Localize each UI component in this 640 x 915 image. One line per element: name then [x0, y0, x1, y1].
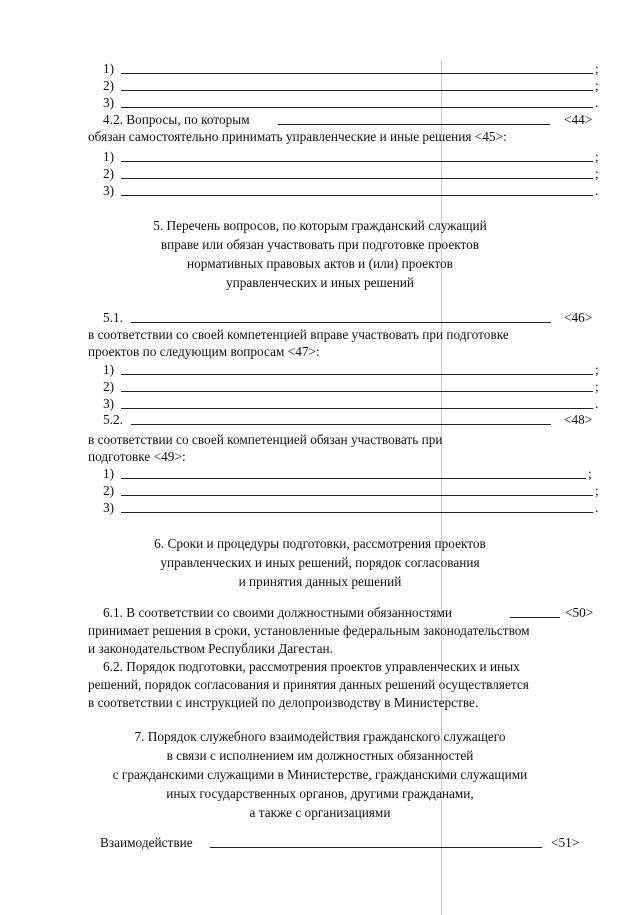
item-4-2-continuation: обязан самостоятельно принимать управленческие и иные решения <45>:: [88, 129, 507, 144]
item-5-2-label: 5.2.: [103, 412, 123, 427]
list-end-mark: ;: [595, 362, 599, 377]
list-number: 3): [103, 183, 115, 198]
fill-blank[interactable]: [121, 95, 593, 108]
item-5-2-continuation: в соответствии со своей компетенцией обязан участвовать при: [88, 432, 443, 447]
footnote-ref: <51>: [551, 835, 580, 850]
fill-blank[interactable]: [121, 500, 593, 513]
section-7-heading-line: иных государственных органов, другими гражданами,: [166, 786, 474, 801]
list-number: 1): [103, 466, 115, 481]
fill-blank[interactable]: [121, 362, 593, 375]
list-number: 2): [103, 483, 115, 498]
list-end-mark: ;: [595, 166, 599, 181]
list-number: 2): [103, 166, 115, 181]
fill-blank[interactable]: [210, 835, 542, 848]
fill-blank[interactable]: [131, 310, 551, 323]
section-5-heading-line: 5. Перечень вопросов, по которым гражданский служащий: [153, 218, 487, 233]
list-number: 1): [103, 61, 115, 76]
list-number: 1): [103, 149, 115, 164]
item-6-1-line: принимает решения в сроки, установленные федеральным законодательством: [88, 623, 530, 638]
interaction-label: Взаимодействие: [100, 835, 193, 850]
section-5-heading-line: вправе или обязан участвовать при подготовке проектов: [160, 237, 480, 252]
fill-blank[interactable]: [131, 412, 551, 425]
fill-blank[interactable]: [278, 112, 550, 125]
item-6-2-line: решений, порядок согласования и принятия данных решений осуществляется: [88, 677, 529, 692]
section-6-heading-line: 6. Сроки и процедуры подготовки, рассмотрения проектов: [154, 536, 486, 551]
fill-blank[interactable]: [121, 149, 593, 162]
list-end-mark: .: [595, 396, 599, 411]
list-end-mark: .: [595, 183, 599, 198]
footnote-ref: <50>: [565, 605, 594, 620]
list-number: 2): [103, 379, 115, 394]
item-6-2-line: в соответствии с инструкцией по делопроизводству в Министерстве.: [88, 695, 479, 710]
list-number: 3): [103, 396, 115, 411]
list-end-mark: ;: [588, 466, 592, 481]
list-end-mark: .: [595, 500, 599, 515]
list-end-mark: ;: [595, 483, 599, 498]
section-7-heading-line: в связи с исполнением им должностных обязанностей: [166, 748, 474, 763]
list-end-mark: ;: [595, 149, 599, 164]
item-4-2-label: 4.2. Вопросы, по которым: [103, 112, 250, 127]
list-end-mark: .: [595, 95, 599, 110]
section-6-heading-line: управленческих и иных решений, порядок согласования: [160, 555, 480, 570]
footnote-ref: <48>: [564, 412, 593, 427]
list-end-mark: ;: [595, 78, 599, 93]
section-5-heading-line: нормативных правовых актов и (или) проектов: [187, 256, 453, 271]
fill-blank[interactable]: [121, 78, 593, 91]
item-6-1-line: и законодательством Республики Дагестан.: [88, 641, 333, 656]
item-5-1-continuation: в соответствии со своей компетенцией вправе участвовать при подготовке: [88, 327, 509, 342]
section-7-heading-line: с гражданскими служащими в Министерстве, гражданскими служащими: [112, 767, 528, 782]
footnote-ref: <44>: [564, 112, 593, 127]
fill-blank[interactable]: [121, 396, 593, 409]
item-5-1-label: 5.1.: [103, 310, 123, 325]
fill-blank[interactable]: [121, 379, 593, 392]
section-5-heading-line: управленческих и иных решений: [225, 275, 415, 290]
item-5-2-continuation: подготовке <49>:: [88, 449, 186, 464]
list-end-mark: ;: [595, 61, 599, 76]
item-6-2-line: 6.2. Порядок подготовки, рассмотрения проектов управленческих и иных: [103, 659, 520, 674]
fill-blank[interactable]: [121, 166, 593, 179]
fill-blank[interactable]: [510, 605, 560, 618]
section-6-heading-line: и принятия данных решений: [238, 574, 402, 589]
fill-blank[interactable]: [121, 183, 593, 196]
section-7-heading-line: а также с организациями: [249, 805, 391, 820]
list-number: 3): [103, 95, 115, 110]
list-number: 1): [103, 362, 115, 377]
fill-blank[interactable]: [121, 466, 586, 479]
fill-blank[interactable]: [121, 483, 593, 496]
list-end-mark: ;: [595, 379, 599, 394]
list-number: 3): [103, 500, 115, 515]
list-number: 2): [103, 78, 115, 93]
fill-blank[interactable]: [121, 61, 593, 74]
item-6-1-line: 6.1. В соответствии со своими должностными обязанностями: [103, 605, 453, 620]
item-5-1-continuation: проектов по следующим вопросам <47>:: [88, 344, 320, 359]
footnote-ref: <46>: [564, 310, 593, 325]
section-7-heading-line: 7. Порядок служебного взаимодействия гражданского служащего: [134, 729, 506, 744]
